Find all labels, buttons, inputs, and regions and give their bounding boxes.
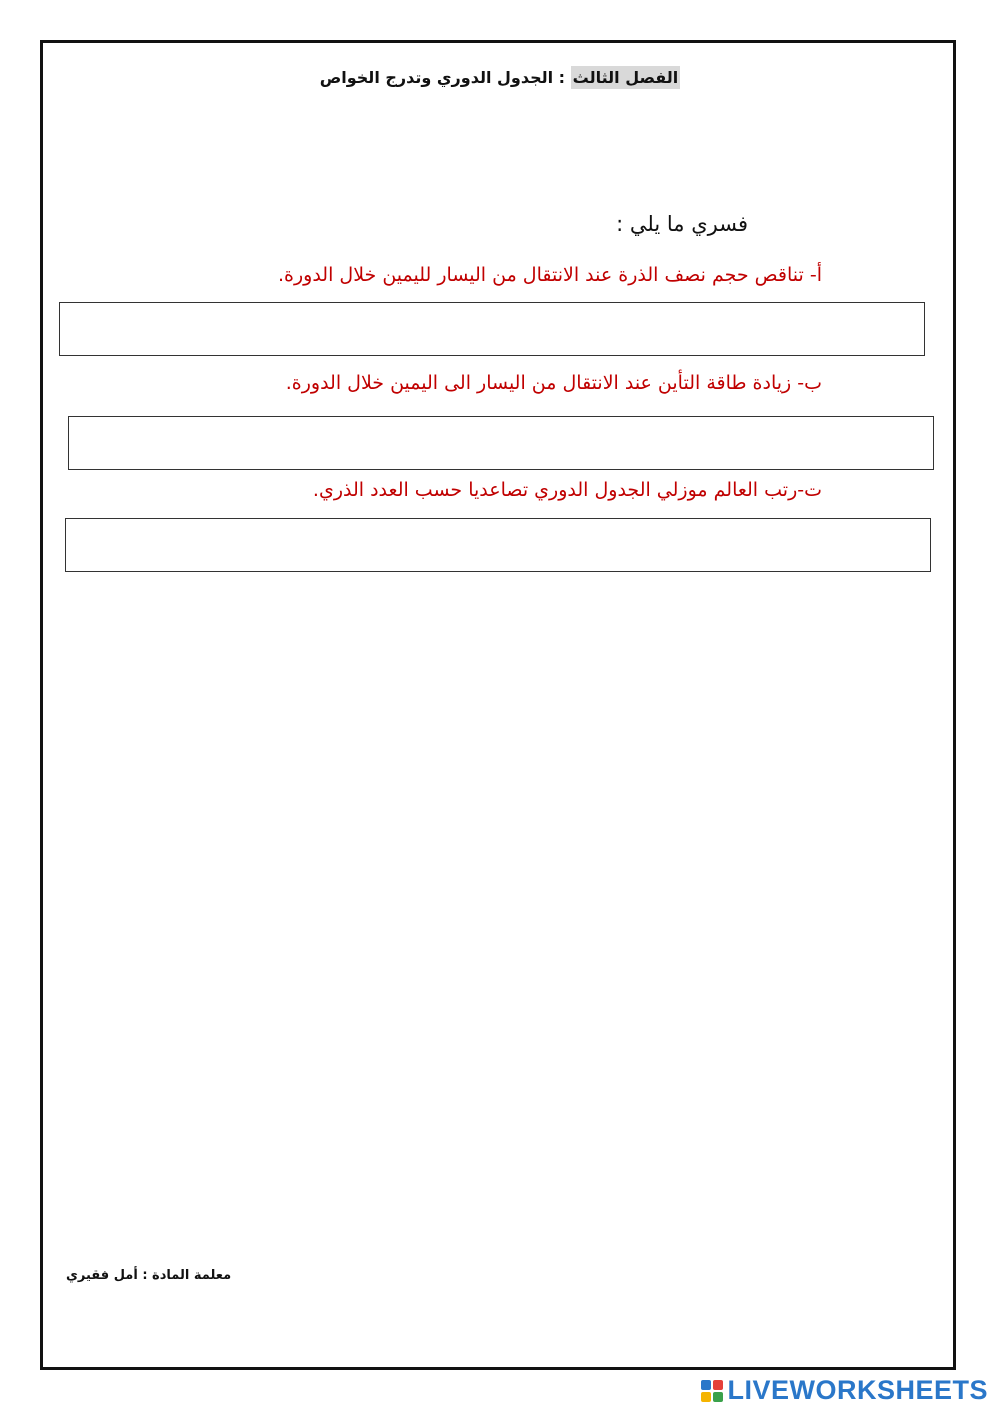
answer-box-3[interactable]	[65, 518, 931, 572]
teacher-signature: معلمة المادة : أمل فقيري	[66, 1268, 232, 1283]
answer-box-1[interactable]	[59, 302, 925, 356]
instruction-text: فسري ما يلي :	[616, 212, 748, 236]
liveworksheets-brand	[701, 1375, 988, 1406]
question-2-label: ب- زيادة طاقة التأين عند الانتقال من اليسار الى اليمين خلال الدورة.	[285, 372, 822, 394]
liveworksheets-logo-icon	[701, 1380, 723, 1402]
liveworksheets-wordmark: LIVEWORKSHEETS	[727, 1375, 988, 1405]
answer-box-2[interactable]	[68, 416, 934, 470]
question-3-label: ت-رتب العالم موزلي الجدول الدوري تصاعديا حسب العدد الذري.	[312, 479, 822, 501]
page-border	[40, 40, 956, 1370]
question-1-label: أ- تناقص حجم نصف الذرة عند الانتقال من اليسار لليمين خلال الدورة.	[277, 264, 822, 286]
page-title	[300, 68, 700, 87]
title-rest: : الجدول الدوري وتدرج الخواص	[319, 68, 571, 87]
title-highlight: الفصل الثالث	[572, 68, 679, 87]
